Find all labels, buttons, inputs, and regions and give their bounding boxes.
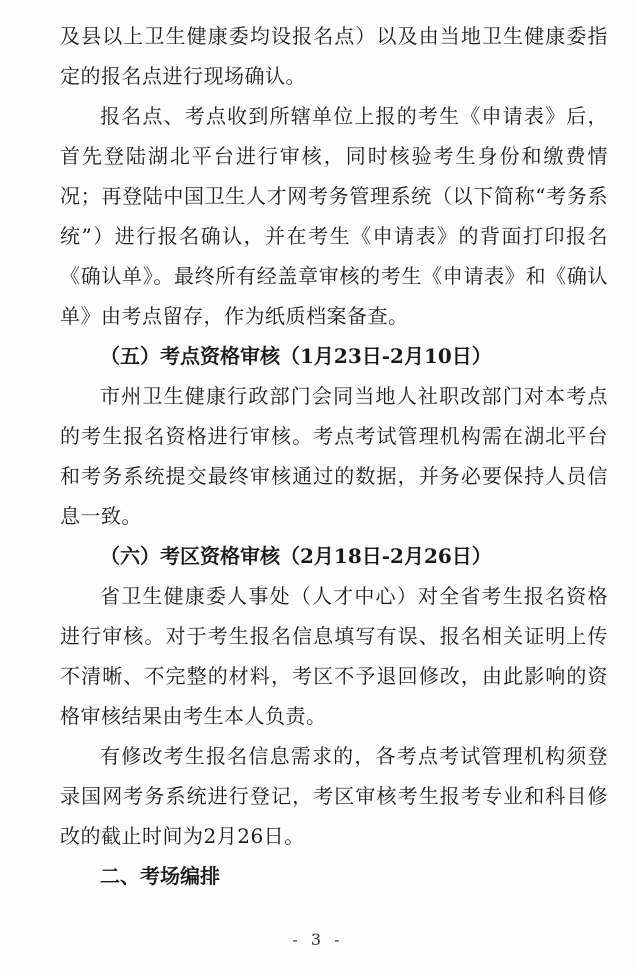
section-heading-two: 二、考场编排 [100,864,220,888]
paragraph-exam-region-review: 省卫生健康委人事处（人才中心）对全省考生报名资格进行审核。对于考生报名信息填写有误、报名相关证明上传不清晰、不完整的材料，考区不予退回修改，由此影响的资格审核结果由考生本人负责。 [60,584,608,728]
paragraph-modification: 有修改考生报名信息需求的，各考点考试管理机构须登录国网考务系统进行登记，考区审核考生报考专业和科目修改的截止时间为2月26日。 [60,744,608,848]
paragraph-continuation: 及县以上卫生健康委均设报名点）以及由当地卫生健康委指定的报名点进行现场确认。 [60,24,608,88]
paragraph-exam-site-review: 市州卫生健康行政部门会同当地人社职改部门对本考点的考生报名资格进行审核。考点考试管理机构需在湖北平台和考务系统提交最终审核通过的数据，并务必要保持人员信息一致。 [60,384,608,528]
paragraph-registration-review: 报名点、考点收到所辖单位上报的考生《申请表》后，首先登陆湖北平台进行审核，同时核验考生身份和缴费情况；再登陆中国卫生人才网考务管理系统（以下简称“考务系统”）进行报名确认，并在考生《申请表》的背面打印报名《确认单》。最终所有经盖章审核的考生《申请表》和《确认单》由考点留存，作为纸质档案备查。 [60,104,608,328]
section-heading-six: （六）考区资格审核（2月18日-2月26日） [100,544,492,568]
section-heading-five: （五）考点资格审核（1月23日-2月10日） [100,344,492,368]
page-number: - 3 - [292,930,344,949]
